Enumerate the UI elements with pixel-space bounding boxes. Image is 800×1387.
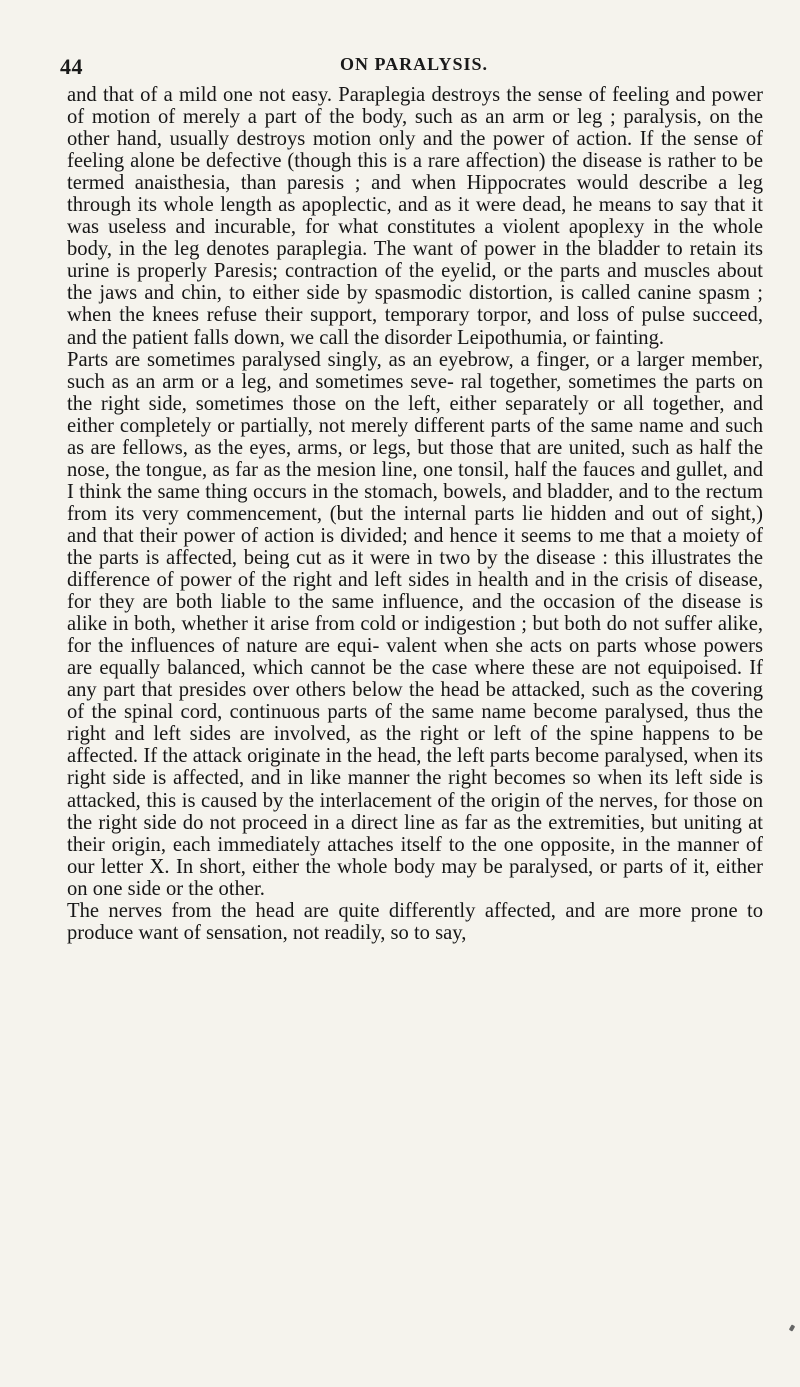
page-header [60, 54, 740, 84]
paragraph-3: The nerves from the head are quite differently affected, and are more prone to produce want of sensation, not readily, so to say, [67, 899, 763, 944]
paragraph-2: Parts are sometimes paralysed singly, as an eyebrow, a finger, or a larger member, such as an arm or a leg, and sometimes seve- ral together, sometimes the parts on the right side, sometimes those on the left, either separately or all together, and either completely or partially, not merely different parts of the same name and such as are fellows, as the eyes, arms, or legs, but those that are united, such as half the nose, the tongue, as far as the mesion line, one tonsil, half the fauces and gullet, and I think the same thing occurs in the stomach, bowels, and bladder, and to the rectum from its very commencement, (but the internal parts lie hidden and out of sight,) and that their power of action is divided; and hence it seems to me that a moiety of the parts is affected, being cut as it were in two by the disease : this illustrates the difference of power of the right and left sides in health and in the crisis of disease, for they are both liable to the same influence, and the occasion of the disease is alike in both, whether it arise from cold or indigestion ; but both do not suffer alike, for the influences of nature are equi- valent when she acts on parts whose powers are equally balanced, which cannot be the case where these are not equipoised. If any part that presides over others below the head be attacked, such as the covering of the spinal cord, continuous parts of the same name become paralysed, thus the right and left sides are involved, as the right or left of the spine happens to be affected. If the attack originate in the head, the left parts become paralysed, when its right side is affected, and in like manner the right becomes so when its left side is attacked, this is caused by the interlacement of the origin of the nerves, for those on the right side do not proceed in a direct line as far as the extremities, but uniting at their origin, each immediately attaches itself to the one opposite, in the manner of our letter X. In short, either the whole body may be paralysed, or parts of it, either on one side or the other. [67, 348, 763, 900]
paragraph-1: and that of a mild one not easy. Paraplegia destroys the sense of feeling and power of motion of merely a part of the body, such as an arm or leg ; paralysis, on the other hand, usually destroys motion only and the power of action. If the sense of feeling alone be defective (though this is a rare affection) the disease is rather to be termed anaisthesia, than paresis ; and when Hippocrates would describe a leg through its whole length as apoplectic, and as it were dead, he means to say that it was useless and incurable, for what constitutes a violent apoplexy in the whole body, in the leg denotes paraplegia. The want of power in the bladder to retain its urine is properly Paresis; contraction of the eyelid, or the parts and muscles about the jaws and chin, to either side by spasmodic distortion, is called canine spasm ; when the knees refuse their support, temporary torpor, and loss of pulse succeed, and the patient falls down, we call the disorder Leipothumia, or fainting. [67, 84, 763, 349]
body-text [67, 84, 763, 944]
page-number: 44 [60, 54, 83, 79]
ink-speck [789, 1324, 795, 1331]
running-title: ON PARALYSIS. [340, 54, 489, 74]
